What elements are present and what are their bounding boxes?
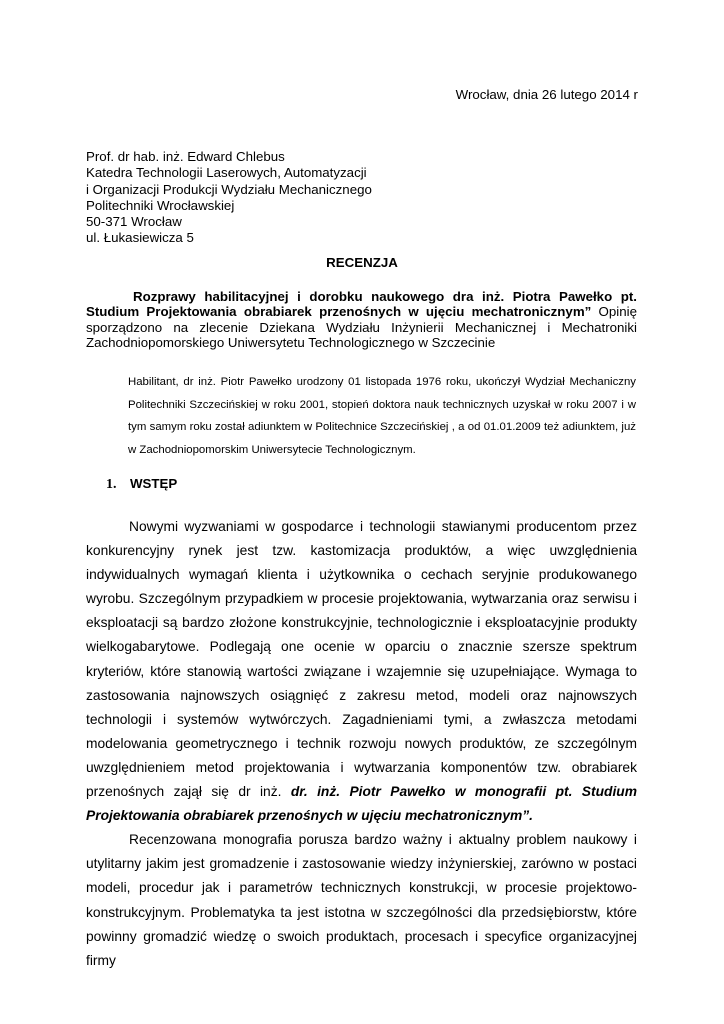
section-heading	[106, 476, 177, 493]
review-subject-paragraph	[86, 289, 637, 351]
review-subject-commission: Opinię sporządzono na zlecenie Dziekana Wydziału Inżynierii Mechanicznej i Mechatroniki Zachodniopomorskiego Uniwersytetu Technologicznego w Szczecinie	[86, 304, 637, 351]
body-paragraph-1	[86, 515, 637, 828]
reviewer-street: ul. Łukasiewicza 5	[86, 230, 194, 246]
section-title: WSTĘP	[130, 476, 178, 491]
body-paragraph-1-text: Nowymi wyzwaniami w gospodarce i technologii stawianymi producentom przez konkurencyjny rynek jest tzw. kastomizacja produktów, a więc uwzględnienia indywidualnych wymagań klienta i użytkownika o cechach seryjnie produkowanego wyrobu. Szczególnym przypadkiem w procesie projektowania, wytwarzania oraz serwisu i eksploatacji są bardzo złożone konstrukcyjnie, technologicznie i eksploatacyjnie produkty wielkogabarytowe. Podlegają one ocenie w oparciu o znacznie szersze spektrum kryteriów, które stanowią wartości związane i wzajemnie się uzupełniające. Wymaga to zastosowania najnowszych osiągnięć z zakresu metod, modeli oraz najnowszych technologii i systemów wytwórczych. Zagadnieniami tymi, a zwłaszcza metodami modelowania geometrycznego i technik rozwoju nowych produktów, ze szczególnym uwzględnieniem metod projektowania i wytwarzania komponentów tzw. obrabiarek przenośnych zajął się dr inż.	[86, 519, 637, 800]
body-paragraph-1-bold: dr. inż. Piotr Pawełko w monografii pt. Studium Projektowania obrabiarek przenośnych w ujęciu mechatronicznym”.	[86, 784, 637, 824]
reviewer-university: Politechniki Wrocławskiej	[86, 197, 235, 213]
body-paragraph-2: Recenzowana monografia porusza bardzo ważny i aktualny problem naukowy i utylitarny jakim jest gromadzenie i zastosowanie wiedzy inżynierskiej, zarówno w postaci modeli, procedur jak i parametrów technicznych konstrukcji, w procesie projektowo-konstrukcyjnym. Problematyka ta jest istotna w szczególności dla przedsiębiorstw, które powinny gromadzić wiedzę o swoich produktach, procesach i specyfice organizacyjnej firmy	[86, 832, 637, 968]
reviewer-address-block	[86, 149, 372, 247]
reviewer-department: Katedra Technologii Laserowych, Automatyzacji	[86, 165, 367, 181]
section-number: 1.	[106, 477, 117, 492]
review-subject-bold: Rozprawy habilitacyjnej i dorobku naukowego dra inż. Piotra Pawełko pt. Studium Projektowania obrabiarek przenośnych w ujęciu mechatronicznym”	[86, 289, 637, 320]
document-body	[86, 515, 637, 973]
reviewer-name: Prof. dr hab. inż. Edward Chlebus	[86, 149, 285, 164]
reviewer-postal-code: 50-371 Wrocław	[86, 214, 182, 230]
reviewer-department-cont: i Organizacji Produkcji Wydziału Mechanicznego	[86, 181, 372, 197]
candidate-bio-paragraph: Habilitant, dr inż. Piotr Pawełko urodzony 01 listopada 1976 roku, ukończył Wydział Mechaniczny Politechniki Szczecińskiej w roku 2001, stopień doktora nauk technicznych uzyskał w roku 2007 i w tym samym roku został adiunktem w Politechnice Szczecińskiej , a od 01.01.2009 też adiunktem, już w Zachodniopomorskim Uniwersytecie Technologicznym.	[128, 376, 636, 457]
document-date: Wrocław, dnia 26 lutego 2014 r	[455, 87, 638, 102]
document-title: RECENZJA	[326, 255, 398, 270]
